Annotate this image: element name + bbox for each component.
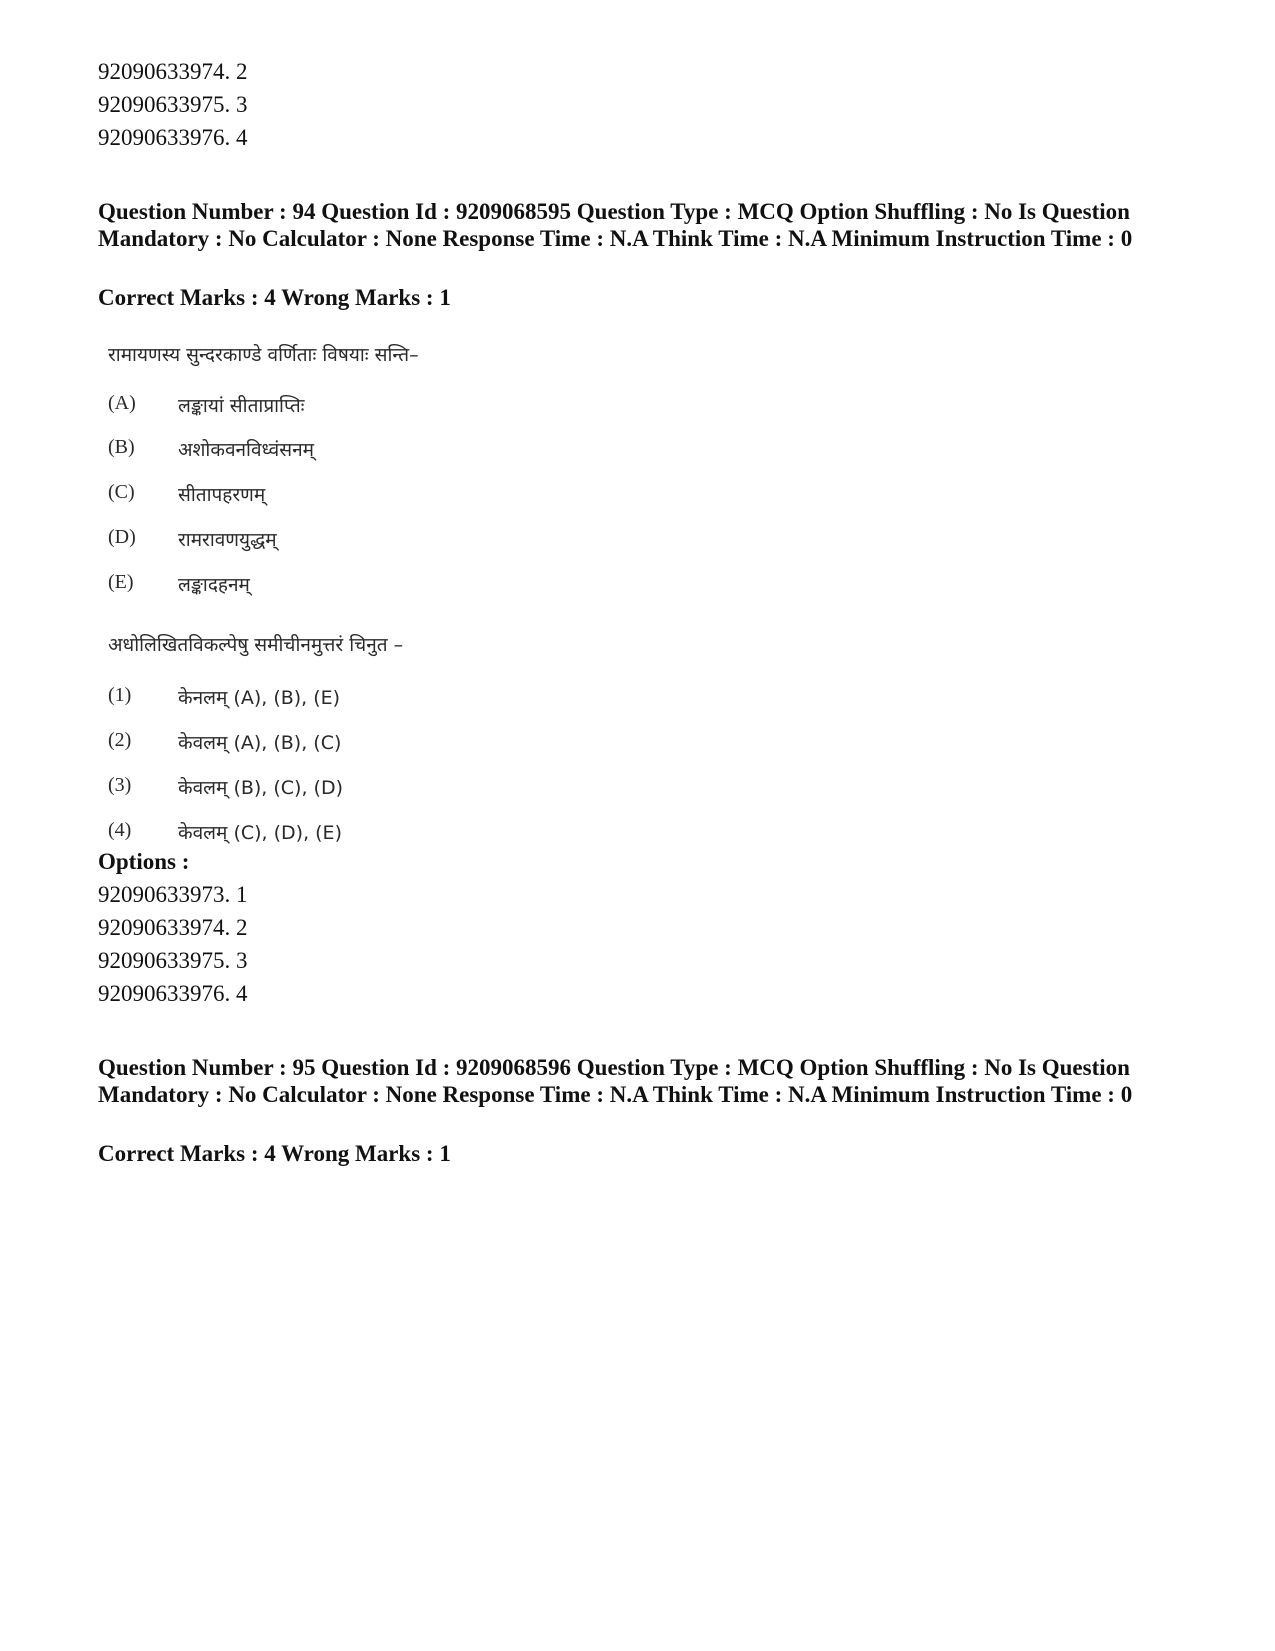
choice-text: केवलम् (A), (B), (C) — [178, 732, 342, 754]
statement-label: (A) — [108, 392, 136, 414]
statement-text: सीतापहरणम् — [178, 484, 266, 506]
choice-label: (4) — [108, 819, 132, 841]
choice-label: (3) — [108, 774, 132, 796]
statement-label: (B) — [108, 436, 135, 458]
question-95-meta: Question Number : 95 Question Id : 9209068596 Question Type : MCQ Option Shuffling : No Is Question Mandatory : No Calculator : None Response Time : N.A Think Time : N.A Minimum Instruction Time : 0 — [98, 1055, 1133, 1107]
statement-text: रामरावणयुद्धम् — [178, 529, 277, 551]
choice-text: केवलम् (B), (C), (D) — [178, 777, 344, 799]
question-94-meta: Question Number : 94 Question Id : 9209068595 Question Type : MCQ Option Shuffling : No Is Question Mandatory : No Calculator : None Response Time : N.A Think Time : N.A Minimum Instruction Time : 0 — [98, 199, 1133, 251]
choice-label: (2) — [108, 729, 132, 751]
statement-label: (C) — [108, 481, 135, 503]
option-line: 92090633976. 4 — [98, 125, 248, 150]
option-line: 92090633975. 3 — [98, 92, 248, 117]
choice-text: केवलम् (C), (D), (E) — [178, 822, 342, 844]
question-94-marks: Correct Marks : 4 Wrong Marks : 1 — [98, 285, 451, 310]
option-line: 92090633975. 3 — [98, 948, 248, 973]
option-line: 92090633973. 1 — [98, 882, 248, 907]
options-heading: Options : — [98, 849, 190, 874]
statement-text: लङ्कादहनम् — [178, 574, 250, 596]
question-94-image — [100, 345, 620, 890]
question-95-marks: Correct Marks : 4 Wrong Marks : 1 — [98, 1141, 451, 1166]
option-line: 92090633974. 2 — [98, 915, 248, 940]
statement-label: (E) — [108, 571, 134, 593]
statement-text: अशोकवनविध्वंसनम् — [178, 439, 315, 461]
option-line: 92090633974. 2 — [98, 59, 248, 84]
statement-label: (D) — [108, 526, 136, 548]
option-line: 92090633976. 4 — [98, 981, 248, 1006]
question-stem: रामायणस्य सुन्दरकाण्डे वर्णिताः विषयाः सन्ति– — [108, 344, 419, 366]
choice-label: (1) — [108, 684, 132, 706]
question-instruction: अधोलिखितविकल्पेषु समीचीनमुत्तरं चिनुत – — [108, 634, 404, 656]
choice-text: केनलम् (A), (B), (E) — [178, 687, 341, 709]
statement-text: लङ्कायां सीताप्राप्तिः — [178, 395, 305, 417]
